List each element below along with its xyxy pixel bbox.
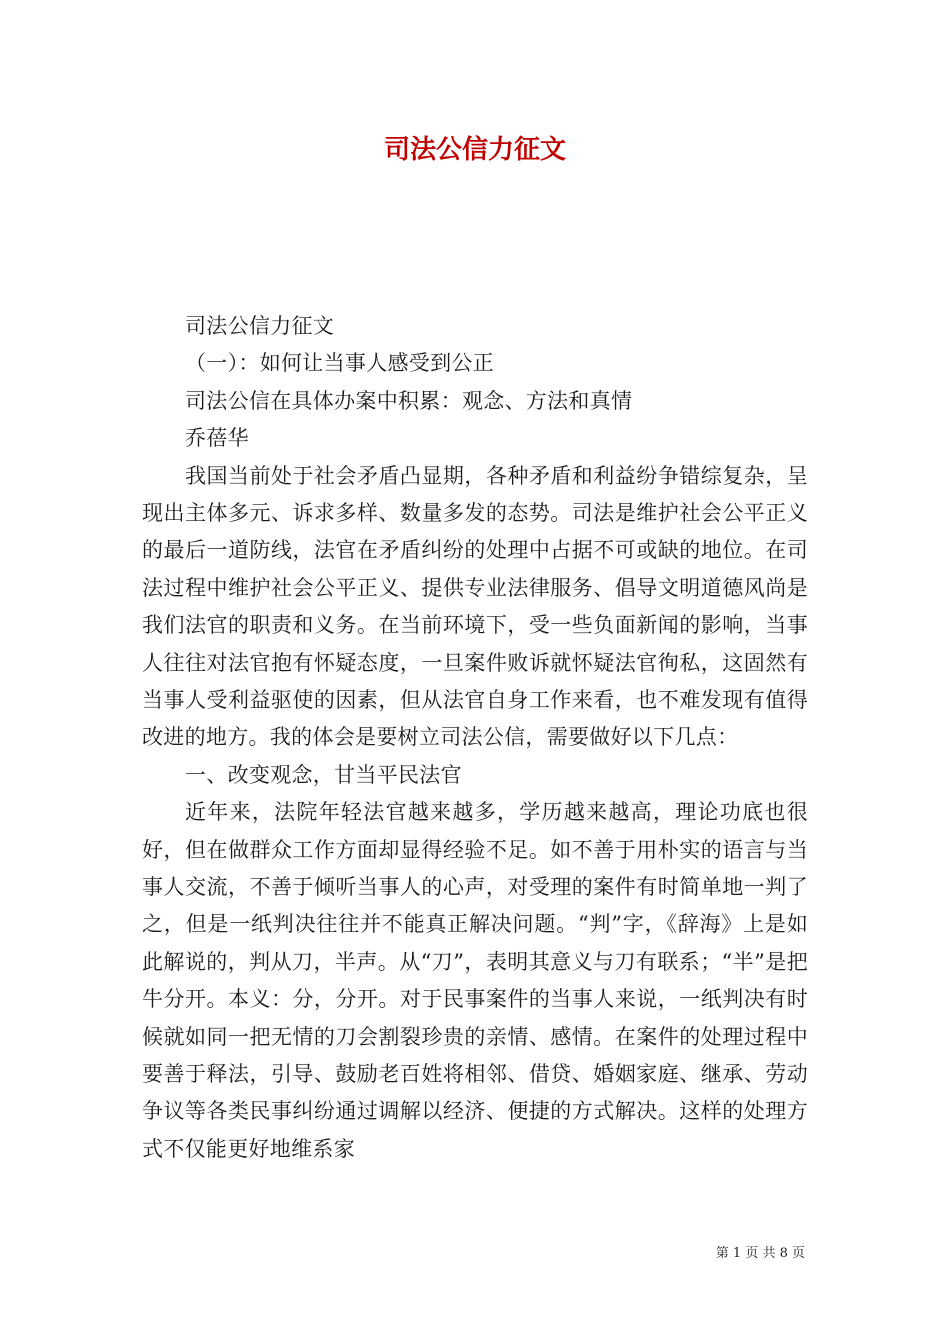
section-heading: （一）：如何让当事人感受到公正 (185, 351, 494, 376)
document-title: 司法公信力征文 (383, 135, 566, 165)
article-heading: 司法公信在具体办案中积累：观念、方法和真情 (185, 388, 633, 413)
document-subtitle: 司法公信力征文 (185, 314, 335, 338)
paragraph: 我国当前处于社会矛盾凸显期，各种矛盾和利益纷争错综复杂，呈现出主体多元、诉求多样、数量多发的态势。司法是维护社会公平正义的最后一道防线，法官在矛盾纠纷的处理中占据不可或缺的地位。在司法过程中维护社会公平正义、提供专业法律服务、倡导文明道德风尚是我们法官的职责和义务。在当前环境下，受一些负面新闻的影响，当事人往往对法官抱有怀疑态度，一旦案件败诉就怀疑法官徇私，这固然有当事人受利益驱使的因素，但从法官自身工作来看，也不难发现有值得改进的地方。我的体会是要树立司法公信，需要做好以下几点： (142, 463, 808, 750)
paragraph: 近年来，法院年轻法官越来越多，学历越来越高，理论功底也很好，但在做群众工作方面却显得经验不足。如不善于用朴实的语言与当事人交流，不善于倾听当事人的心声，对受理的案件有时简单地一判了之，但是一纸判决往往并不能真正解决问题。“判”字，《辞海》上是如此解说的，判从刀，半声。从“刀”，表明其意义与刀有联系；“半”是把牛分开。本义：分，分开。对于民事案件的当事人来说，一纸判决有时候就如同一把无情的刀会割裂珍贵的亲情、感情。在案件的处理过程中要善于释法，引导、鼓励老百姓将相邻、借贷、婚姻家庭、继承、劳动争议等各类民事纠纷通过调解以经济、便捷的方式解决。这样的处理方式不仅能更好地维系家 (142, 800, 808, 1161)
page-number: 第 1 页 共 8 页 (715, 1246, 805, 1261)
document-body (142, 308, 808, 1168)
author-name: 乔蓓华 (185, 426, 249, 451)
section-heading: 一、改变观念，甘当平民法官 (185, 762, 462, 787)
